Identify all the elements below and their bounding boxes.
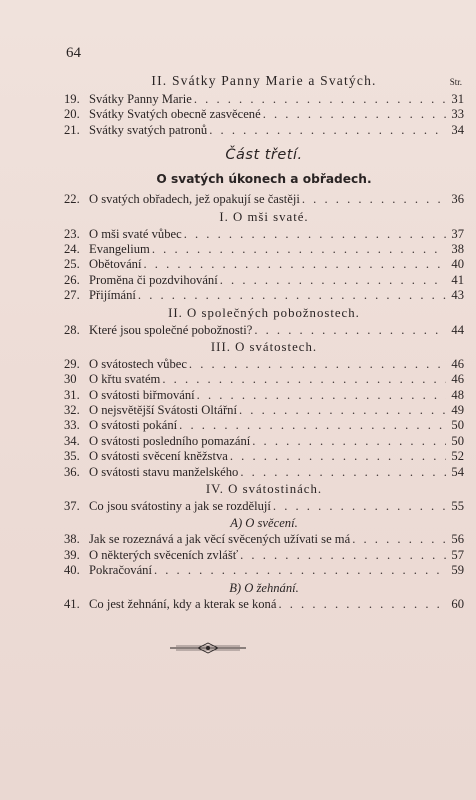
entry-page: 43	[451, 288, 464, 303]
entry-page: 55	[451, 499, 464, 514]
toc-entry	[64, 403, 464, 418]
dot-leader	[352, 532, 446, 547]
entry-number: 41.	[64, 596, 80, 611]
subsection-heading: III. O svátostech.	[210, 339, 318, 354]
dot-leader	[239, 403, 446, 418]
entry-page: 48	[451, 387, 464, 402]
entry-number: 37.	[64, 499, 80, 514]
entry-number: 32.	[64, 403, 80, 418]
entry-title: O křtu svatém	[89, 372, 161, 387]
toc-entry	[64, 257, 464, 272]
entry-page: 36	[451, 192, 464, 207]
entry-page: 50	[451, 418, 464, 433]
toc-entry	[64, 192, 464, 207]
dot-leader	[194, 92, 446, 107]
entry-number: 21.	[64, 122, 80, 137]
entry-title: O svátosti biřmování	[89, 387, 195, 402]
entry-number: 36.	[64, 464, 80, 479]
dot-leader	[154, 563, 446, 578]
dot-leader	[252, 434, 446, 449]
entry-title: O nejsvětější Svátosti Oltářní	[89, 403, 237, 418]
subsection-heading: A) O svěcení.	[230, 516, 298, 531]
entry-title: Co jsou svátostiny a jak se rozdělují	[89, 499, 271, 514]
entry-number: 23.	[64, 226, 80, 241]
table-of-contents	[64, 70, 464, 612]
entry-title: Svátky Svatých obecně zasvěcené	[89, 107, 261, 122]
toc-list	[64, 192, 464, 207]
dot-leader	[263, 107, 446, 122]
toc-entry	[64, 357, 464, 372]
dot-leader	[189, 357, 446, 372]
entry-page: 31	[451, 92, 464, 106]
entry-page: 41	[451, 272, 464, 287]
part-title: Část třetí.	[225, 147, 303, 164]
entry-number: 38.	[64, 532, 80, 547]
entry-number: 26.	[64, 272, 80, 287]
toc-entry	[64, 242, 464, 257]
dot-leader	[143, 257, 446, 272]
dot-leader	[152, 242, 446, 257]
entry-page: 34	[451, 122, 464, 137]
dot-leader	[230, 449, 446, 464]
entry-number: 34.	[64, 433, 80, 448]
entry-number: 24.	[64, 241, 80, 256]
entry-page: 57	[451, 547, 464, 562]
entry-page: 37	[451, 226, 464, 241]
entry-page: 46	[451, 356, 464, 371]
dot-leader	[209, 123, 446, 138]
entry-page: 38	[451, 241, 464, 256]
toc-entry	[64, 418, 464, 433]
entry-title: Evangelium	[89, 241, 150, 256]
entry-title: O svatých obřadech, jež opakují se častěji	[89, 192, 300, 207]
toc-entry	[64, 465, 464, 480]
toc-entry	[64, 532, 464, 547]
toc-entry	[64, 434, 464, 449]
entry-page: 50	[451, 433, 464, 448]
entry-page: 59	[451, 563, 464, 578]
part-subtitle: O svatých úkonech a obřadech.	[156, 172, 372, 187]
dot-leader	[240, 465, 446, 480]
entry-title: Svátky Panny Marie	[89, 92, 192, 106]
entry-title: O některých svěceních zvlášť	[89, 547, 239, 562]
dot-leader	[240, 548, 446, 563]
entry-title: Obětování	[89, 257, 142, 272]
entry-title: O svátosti svěcení kněžstva	[89, 449, 228, 464]
toc-entry	[64, 388, 464, 403]
dot-leader	[220, 273, 446, 288]
entry-number: 27.	[64, 288, 80, 303]
entry-page: 44	[451, 322, 464, 337]
subsection-heading: B) O žehnání.	[229, 580, 299, 595]
dot-leader	[302, 192, 446, 207]
entry-title: Pokračování	[89, 563, 152, 578]
toc-entry	[64, 323, 464, 338]
entry-number: 39.	[64, 547, 80, 562]
entry-title: O mši svaté vůbec	[89, 226, 182, 241]
toc-entry	[64, 548, 464, 563]
toc-entry	[64, 288, 464, 303]
entry-page: 40	[451, 257, 464, 272]
toc-entry	[64, 227, 464, 242]
toc-list	[64, 323, 464, 338]
entry-title: O svátosti stavu manželského	[89, 464, 239, 479]
subsection-heading: I. O mši svaté.	[219, 209, 309, 224]
toc-list	[64, 597, 464, 612]
dot-leader	[197, 388, 446, 403]
toc-list	[64, 357, 464, 480]
entry-title: Které jsou společné pobožnosti?	[89, 322, 253, 337]
entry-title: O svátosti posledního pomazání	[89, 433, 251, 448]
entry-title: O svátostech vůbec	[89, 356, 187, 371]
section-heading	[64, 70, 464, 92]
entry-title: O svátosti pokání	[89, 418, 178, 433]
entry-title: Jak se rozeznává a jak věcí svěcených užívati se má	[89, 532, 351, 547]
dot-leader	[184, 227, 446, 242]
toc-entry	[64, 597, 464, 612]
dot-leader	[278, 597, 446, 612]
dot-leader	[179, 418, 446, 433]
entry-number: 25.	[64, 257, 80, 272]
toc-entry	[64, 273, 464, 288]
entry-number: 40.	[64, 563, 80, 578]
dot-leader	[273, 499, 446, 514]
toc-entry	[64, 449, 464, 464]
subsection-heading: IV. O svátostinách.	[205, 482, 323, 497]
entry-number: 28.	[64, 322, 80, 337]
entry-page: 60	[451, 596, 464, 611]
ornament-divider-icon	[168, 642, 248, 654]
toc-entry	[64, 107, 464, 122]
toc-entry	[64, 499, 464, 514]
entry-number: 30	[64, 372, 77, 387]
toc-list	[64, 92, 464, 138]
toc-entry	[64, 372, 464, 387]
entry-page: 52	[451, 449, 464, 464]
section-title: II. Svátky Panny Marie a Svatých.	[151, 73, 377, 88]
entry-number: 22.	[64, 192, 80, 207]
dot-leader	[162, 372, 446, 387]
entry-number: 33.	[64, 418, 80, 433]
entry-number: 20.	[64, 107, 80, 122]
dot-leader	[254, 323, 446, 338]
entry-number: 19.	[64, 92, 80, 106]
entry-title: Přijímání	[89, 288, 136, 303]
toc-entry	[64, 92, 464, 107]
entry-page: 33	[451, 107, 464, 122]
toc-list	[64, 227, 464, 304]
entry-page: 54	[451, 464, 464, 479]
entry-page: 56	[451, 532, 464, 547]
entry-title: Svátky svatých patronů	[89, 122, 208, 137]
dot-leader	[138, 288, 446, 303]
toc-list	[64, 499, 464, 514]
toc-entry	[64, 123, 464, 138]
entry-number: 35.	[64, 449, 80, 464]
entry-page: 46	[451, 372, 464, 387]
entry-page: 49	[451, 403, 464, 418]
toc-entry	[64, 563, 464, 578]
entry-number: 29.	[64, 356, 80, 371]
page-column-label: Str.	[449, 77, 462, 87]
entry-title: Co jest žehnání, kdy a kterak se koná	[89, 596, 277, 611]
page-number: 64	[66, 45, 81, 61]
toc-list	[64, 532, 464, 578]
entry-number: 31.	[64, 387, 80, 402]
subsection-heading: II. O společných pobožnostech.	[168, 305, 360, 320]
entry-title: Proměna či pozdvihování	[89, 272, 218, 287]
